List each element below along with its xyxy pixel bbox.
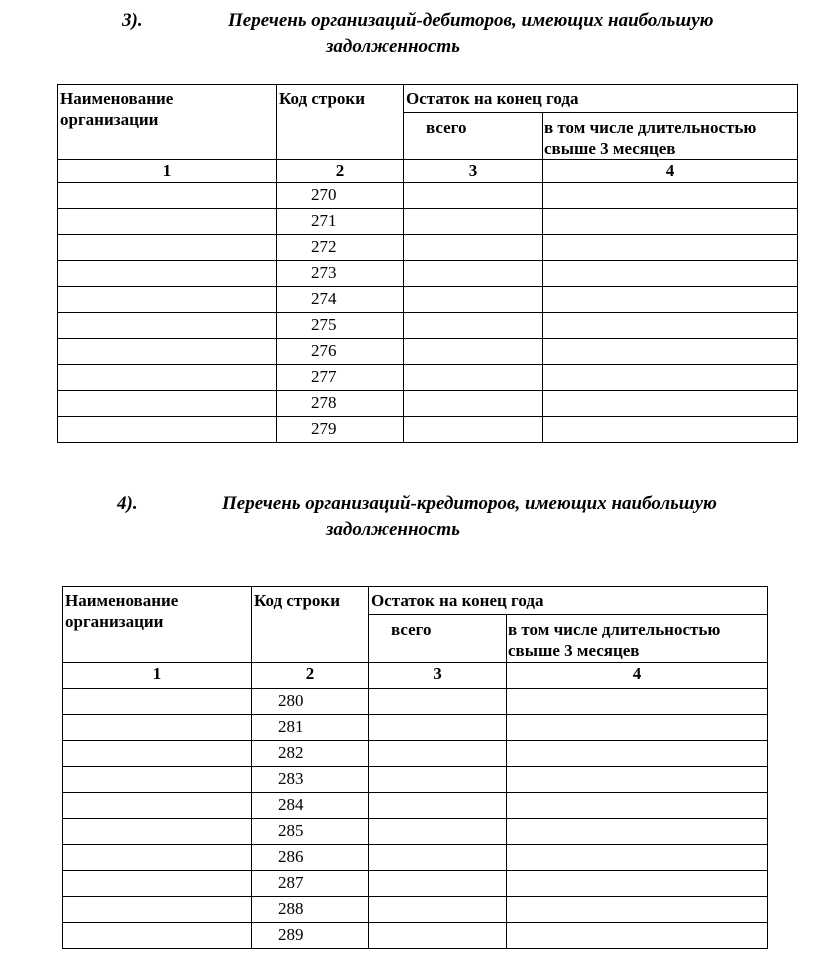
table-row xyxy=(63,741,768,767)
section4-number: 4). xyxy=(117,493,138,514)
table-row xyxy=(63,845,768,871)
column-number-row xyxy=(58,160,798,183)
organization-cell[interactable] xyxy=(63,767,252,793)
line-code-cell: 287 xyxy=(252,871,369,897)
line-code-cell: 285 xyxy=(252,819,369,845)
over-3-months-cell[interactable] xyxy=(543,339,798,365)
organization-cell[interactable] xyxy=(58,183,277,209)
total-cell[interactable] xyxy=(404,365,543,391)
over-3-months-cell[interactable] xyxy=(543,313,798,339)
line-code-cell: 272 xyxy=(277,235,404,261)
table-row xyxy=(58,209,798,235)
line-code-cell: 271 xyxy=(277,209,404,235)
organization-cell[interactable] xyxy=(58,313,277,339)
organization-cell[interactable] xyxy=(63,897,252,923)
over-3-months-cell[interactable] xyxy=(543,287,798,313)
section4-title-line2: задолженность xyxy=(326,519,460,540)
header-year-end-balance: Остаток на конец года xyxy=(369,587,768,615)
organization-cell[interactable] xyxy=(58,261,277,287)
column-number-row xyxy=(63,663,768,689)
over-3-months-cell[interactable] xyxy=(507,845,768,871)
over-3-months-cell[interactable] xyxy=(543,235,798,261)
creditors-table xyxy=(62,586,768,949)
organization-cell[interactable] xyxy=(58,235,277,261)
over-3-months-cell[interactable] xyxy=(543,209,798,235)
debtors-table xyxy=(57,84,798,443)
over-3-months-cell[interactable] xyxy=(507,923,768,949)
total-cell[interactable] xyxy=(404,261,543,287)
line-code-cell: 288 xyxy=(252,897,369,923)
total-cell[interactable] xyxy=(404,339,543,365)
column-number-1: 1 xyxy=(58,160,277,183)
line-code-cell: 273 xyxy=(277,261,404,287)
organization-cell[interactable] xyxy=(63,819,252,845)
table-row xyxy=(58,183,798,209)
total-cell[interactable] xyxy=(404,391,543,417)
organization-cell[interactable] xyxy=(58,209,277,235)
header-organization-name: Наименование организации xyxy=(58,85,277,160)
total-cell[interactable] xyxy=(369,819,507,845)
line-code-cell: 280 xyxy=(252,689,369,715)
over-3-months-cell[interactable] xyxy=(507,689,768,715)
over-3-months-cell[interactable] xyxy=(507,741,768,767)
organization-cell[interactable] xyxy=(58,339,277,365)
section3-title-line1: Перечень организаций-дебиторов, имеющих наибольшую xyxy=(228,10,714,31)
over-3-months-cell[interactable] xyxy=(543,417,798,443)
over-3-months-cell[interactable] xyxy=(507,819,768,845)
table-row xyxy=(58,287,798,313)
total-cell[interactable] xyxy=(404,417,543,443)
header-line-code: Код строки xyxy=(277,85,404,160)
over-3-months-cell[interactable] xyxy=(543,183,798,209)
over-3-months-cell[interactable] xyxy=(543,391,798,417)
line-code-cell: 286 xyxy=(252,845,369,871)
table-row xyxy=(63,819,768,845)
header-over-3-months: в том числе длительностью свыше 3 месяцев xyxy=(543,113,798,160)
table-row xyxy=(63,871,768,897)
total-cell[interactable] xyxy=(369,689,507,715)
organization-cell[interactable] xyxy=(58,391,277,417)
table-row xyxy=(58,235,798,261)
table-row xyxy=(63,689,768,715)
organization-cell[interactable] xyxy=(58,287,277,313)
total-cell[interactable] xyxy=(369,741,507,767)
total-cell[interactable] xyxy=(369,845,507,871)
total-cell[interactable] xyxy=(404,235,543,261)
header-total: всего xyxy=(369,615,507,663)
line-code-cell: 278 xyxy=(277,391,404,417)
organization-cell[interactable] xyxy=(63,871,252,897)
header-organization-name: Наименование организации xyxy=(63,587,252,663)
organization-cell[interactable] xyxy=(58,365,277,391)
header-total: всего xyxy=(404,113,543,160)
column-number-2: 2 xyxy=(277,160,404,183)
column-number-3: 3 xyxy=(404,160,543,183)
over-3-months-cell[interactable] xyxy=(507,715,768,741)
organization-cell[interactable] xyxy=(63,689,252,715)
table-row xyxy=(58,365,798,391)
over-3-months-cell[interactable] xyxy=(543,261,798,287)
column-number-3: 3 xyxy=(369,663,507,689)
table-row xyxy=(63,897,768,923)
line-code-cell: 279 xyxy=(277,417,404,443)
line-code-cell: 277 xyxy=(277,365,404,391)
line-code-cell: 281 xyxy=(252,715,369,741)
line-code-cell: 270 xyxy=(277,183,404,209)
table-row xyxy=(63,923,768,949)
column-number-2: 2 xyxy=(252,663,369,689)
table-row xyxy=(58,339,798,365)
total-cell[interactable] xyxy=(369,871,507,897)
column-number-4: 4 xyxy=(507,663,768,689)
table-row xyxy=(63,793,768,819)
header-over-3-months: в том числе длительностью свыше 3 месяцев xyxy=(507,615,768,663)
total-cell[interactable] xyxy=(369,793,507,819)
table-row xyxy=(58,417,798,443)
organization-cell[interactable] xyxy=(63,741,252,767)
total-cell[interactable] xyxy=(404,209,543,235)
line-code-cell: 284 xyxy=(252,793,369,819)
total-cell[interactable] xyxy=(404,313,543,339)
line-code-cell: 274 xyxy=(277,287,404,313)
total-cell[interactable] xyxy=(369,923,507,949)
table-row xyxy=(63,715,768,741)
table-row xyxy=(58,313,798,339)
column-number-1: 1 xyxy=(63,663,252,689)
line-code-cell: 276 xyxy=(277,339,404,365)
total-cell[interactable] xyxy=(369,897,507,923)
organization-cell[interactable] xyxy=(63,923,252,949)
organization-cell[interactable] xyxy=(63,845,252,871)
total-cell[interactable] xyxy=(404,287,543,313)
section4-title-line1: Перечень организаций-кредиторов, имеющих наибольшую xyxy=(222,493,717,514)
total-cell[interactable] xyxy=(404,183,543,209)
over-3-months-cell[interactable] xyxy=(507,871,768,897)
line-code-cell: 289 xyxy=(252,923,369,949)
section3-title-line2: задолженность xyxy=(326,36,460,57)
section3-number: 3). xyxy=(122,10,143,31)
over-3-months-cell[interactable] xyxy=(507,897,768,923)
total-cell[interactable] xyxy=(369,715,507,741)
organization-cell[interactable] xyxy=(63,715,252,741)
line-code-cell: 275 xyxy=(277,313,404,339)
header-line-code: Код строки xyxy=(252,587,369,663)
table-row xyxy=(58,391,798,417)
over-3-months-cell[interactable] xyxy=(507,793,768,819)
header-year-end-balance: Остаток на конец года xyxy=(404,85,798,113)
table-row xyxy=(63,767,768,793)
over-3-months-cell[interactable] xyxy=(543,365,798,391)
total-cell[interactable] xyxy=(369,767,507,793)
line-code-cell: 283 xyxy=(252,767,369,793)
over-3-months-cell[interactable] xyxy=(507,767,768,793)
organization-cell[interactable] xyxy=(63,793,252,819)
organization-cell[interactable] xyxy=(58,417,277,443)
line-code-cell: 282 xyxy=(252,741,369,767)
table-row xyxy=(58,261,798,287)
column-number-4: 4 xyxy=(543,160,798,183)
